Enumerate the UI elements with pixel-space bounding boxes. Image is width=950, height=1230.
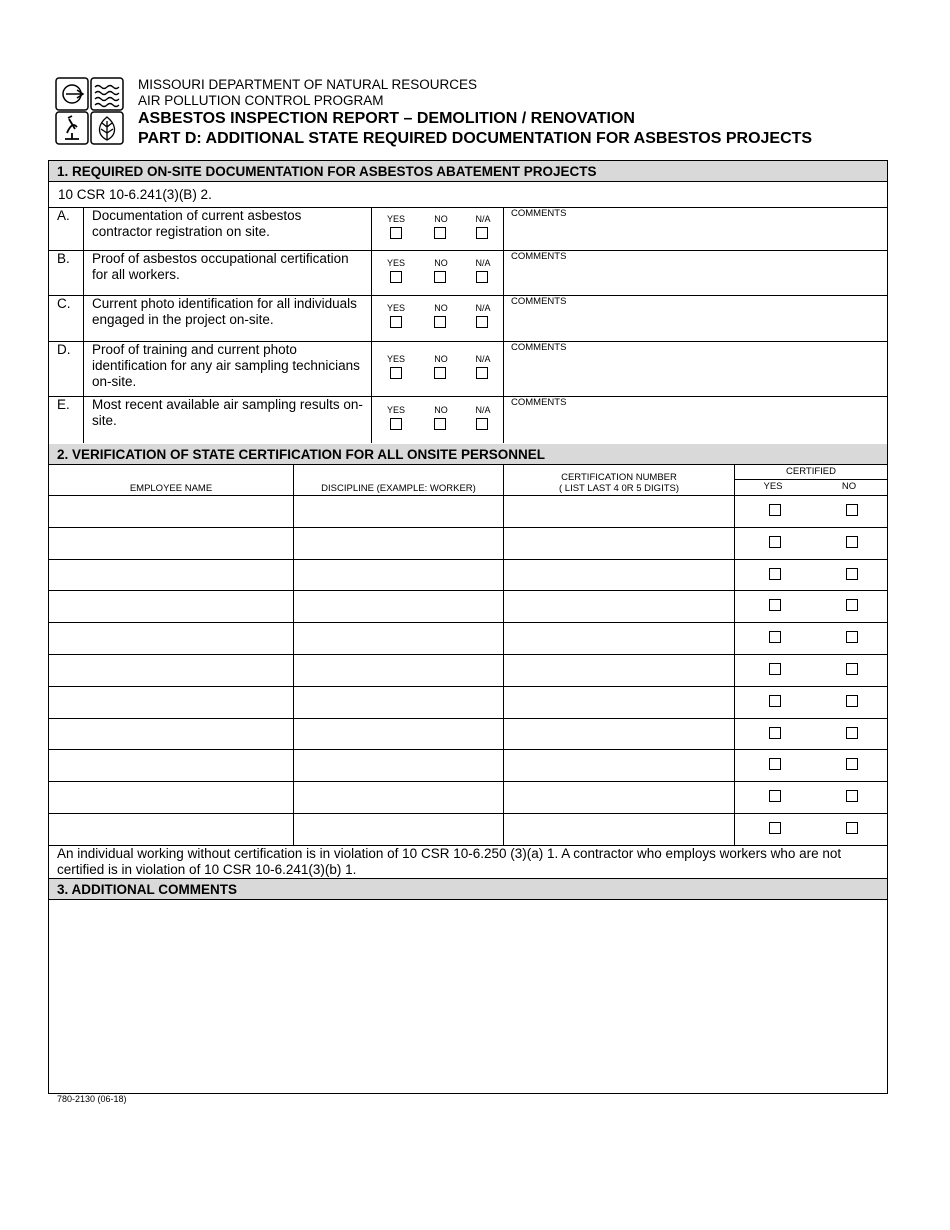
yes-label: YES bbox=[386, 303, 405, 313]
discipline-field[interactable] bbox=[294, 781, 503, 813]
employee-name-field[interactable] bbox=[49, 495, 293, 527]
no-checkbox[interactable] bbox=[434, 227, 446, 239]
employee-name-field[interactable] bbox=[49, 813, 293, 845]
certification-number-field[interactable] bbox=[504, 781, 734, 813]
program-name: AIR POLLUTION CONTROL PROGRAM bbox=[138, 93, 384, 108]
yes-checkbox[interactable] bbox=[390, 418, 402, 430]
discipline-field[interactable] bbox=[294, 590, 503, 622]
certified-yes-checkbox[interactable] bbox=[769, 504, 781, 516]
yes-label: YES bbox=[386, 353, 405, 364]
comments-field[interactable] bbox=[504, 307, 884, 339]
employee-name-field[interactable] bbox=[49, 686, 293, 718]
certified-yes-checkbox[interactable] bbox=[769, 568, 781, 580]
item-description: Proof of training and current photo identification for any air sampling technicians on-site. bbox=[92, 342, 360, 389]
employee-name-field[interactable] bbox=[49, 559, 293, 591]
discipline-field[interactable] bbox=[294, 495, 503, 527]
certified-no-checkbox[interactable] bbox=[846, 727, 858, 739]
certification-number-field[interactable] bbox=[504, 749, 734, 781]
no-label: NO bbox=[434, 257, 448, 268]
certified-yes-checkbox[interactable] bbox=[769, 536, 781, 548]
no-label: NO bbox=[434, 353, 448, 364]
item-description: Proof of asbestos occupational certification for all workers. bbox=[92, 251, 349, 282]
certified-no-checkbox[interactable] bbox=[846, 663, 858, 675]
discipline-field[interactable] bbox=[294, 718, 503, 750]
report-title: ASBESTOS INSPECTION REPORT – DEMOLITION / RENOVATION bbox=[138, 110, 635, 127]
item-letter: D. bbox=[57, 342, 71, 357]
discipline-field[interactable] bbox=[294, 622, 503, 654]
employee-name-field[interactable] bbox=[49, 749, 293, 781]
yes-checkbox[interactable] bbox=[390, 227, 402, 239]
certified-yes-checkbox[interactable] bbox=[769, 599, 781, 611]
section2-heading: 2. VERIFICATION OF STATE CERTIFICATION FOR ALL ONSITE PERSONNEL bbox=[49, 444, 887, 465]
na-label: N/A bbox=[475, 213, 491, 224]
comments-label: COMMENTS bbox=[511, 342, 567, 353]
page-header bbox=[138, 77, 898, 149]
item-letter: E. bbox=[57, 397, 70, 412]
comments-field[interactable] bbox=[504, 219, 884, 248]
employee-name-field[interactable] bbox=[49, 590, 293, 622]
additional-comments-area[interactable] bbox=[49, 901, 887, 1093]
certified-yes-checkbox[interactable] bbox=[769, 727, 781, 739]
certified-no-checkbox[interactable] bbox=[846, 822, 858, 834]
employee-name-field[interactable] bbox=[49, 781, 293, 813]
na-checkbox[interactable] bbox=[476, 271, 488, 283]
certification-number-field[interactable] bbox=[504, 622, 734, 654]
certified-yes-checkbox[interactable] bbox=[769, 663, 781, 675]
comments-label: COMMENTS bbox=[511, 251, 567, 262]
na-label: N/A bbox=[475, 303, 491, 313]
na-label: N/A bbox=[475, 404, 491, 415]
discipline-field[interactable] bbox=[294, 527, 503, 559]
item-description: Most recent available air sampling results on-site. bbox=[92, 397, 363, 428]
employee-name-field[interactable] bbox=[49, 527, 293, 559]
certification-number-field[interactable] bbox=[504, 813, 734, 845]
certification-number-field[interactable] bbox=[504, 686, 734, 718]
comments-label: COMMENTS bbox=[511, 397, 567, 408]
certification-number-field[interactable] bbox=[504, 718, 734, 750]
item-letter: B. bbox=[57, 251, 70, 266]
no-checkbox[interactable] bbox=[434, 418, 446, 430]
discipline-field[interactable] bbox=[294, 559, 503, 591]
certified-no-checkbox[interactable] bbox=[846, 758, 858, 770]
na-checkbox[interactable] bbox=[476, 418, 488, 430]
yes-checkbox[interactable] bbox=[390, 271, 402, 283]
section1-regulation: 10 CSR 10-6.241(3)(B) 2. bbox=[58, 187, 212, 202]
no-checkbox[interactable] bbox=[434, 367, 446, 379]
certified-no-checkbox[interactable] bbox=[846, 536, 858, 548]
certified-no-checkbox[interactable] bbox=[846, 504, 858, 516]
certification-number-field[interactable] bbox=[504, 654, 734, 686]
na-label: N/A bbox=[475, 353, 491, 364]
certified-no-checkbox[interactable] bbox=[846, 631, 858, 643]
yes-checkbox[interactable] bbox=[390, 316, 402, 328]
col-employee-name: EMPLOYEE NAME bbox=[129, 483, 213, 494]
discipline-field[interactable] bbox=[294, 813, 503, 845]
certified-yes-checkbox[interactable] bbox=[769, 758, 781, 770]
certified-no-checkbox[interactable] bbox=[846, 599, 858, 611]
na-checkbox[interactable] bbox=[476, 367, 488, 379]
yes-label: YES bbox=[386, 257, 405, 268]
employee-name-field[interactable] bbox=[49, 622, 293, 654]
certification-number-field[interactable] bbox=[504, 495, 734, 527]
comments-label: COMMENTS bbox=[511, 296, 567, 307]
col-certified-no: NO bbox=[841, 481, 857, 492]
no-label: NO bbox=[434, 303, 448, 313]
certification-number-field[interactable] bbox=[504, 527, 734, 559]
comments-field[interactable] bbox=[504, 353, 884, 394]
section1-heading: 1. REQUIRED ON-SITE DOCUMENTATION FOR ASBESTOS ABATEMENT PROJECTS bbox=[49, 161, 887, 182]
col-cert-number: CERTIFICATION NUMBER bbox=[561, 472, 677, 483]
certification-number-field[interactable] bbox=[504, 590, 734, 622]
inspection-form bbox=[48, 160, 888, 1094]
certified-no-checkbox[interactable] bbox=[846, 790, 858, 802]
no-label: NO bbox=[434, 404, 448, 415]
na-label: N/A bbox=[475, 257, 491, 268]
no-checkbox[interactable] bbox=[434, 316, 446, 328]
certified-yes-checkbox[interactable] bbox=[769, 790, 781, 802]
employee-name-field[interactable] bbox=[49, 718, 293, 750]
comments-label: COMMENTS bbox=[511, 208, 567, 219]
form-number: 780-2130 (06-18) bbox=[57, 1094, 127, 1104]
col-certified-yes: YES bbox=[763, 481, 783, 492]
item-letter: A. bbox=[57, 208, 70, 223]
no-label: NO bbox=[434, 213, 448, 224]
certified-yes-checkbox[interactable] bbox=[769, 822, 781, 834]
no-checkbox[interactable] bbox=[434, 271, 446, 283]
yes-label: YES bbox=[386, 404, 405, 415]
discipline-field[interactable] bbox=[294, 686, 503, 718]
employee-name-field[interactable] bbox=[49, 654, 293, 686]
agency-name: MISSOURI DEPARTMENT OF NATURAL RESOURCES bbox=[138, 77, 478, 92]
discipline-field[interactable] bbox=[294, 654, 503, 686]
item-letter: C. bbox=[57, 296, 71, 311]
yes-label: YES bbox=[386, 213, 405, 224]
certification-violation-note: An individual working without certification is in violation of 10 CSR 10-6.250 (3)(a) 1. A contractor who employs workers who are not certified is in violation of 10 CSR 10-6.241(3)(b) 1. bbox=[57, 846, 842, 877]
report-subtitle: PART D: ADDITIONAL STATE REQUIRED DOCUMENTATION FOR ASBESTOS PROJECTS bbox=[138, 130, 813, 147]
comments-field[interactable] bbox=[504, 262, 884, 293]
col-certified: CERTIFIED bbox=[786, 466, 836, 477]
certified-yes-checkbox[interactable] bbox=[769, 695, 781, 707]
dnr-logo bbox=[55, 77, 125, 145]
col-discipline: DISCIPLINE (EXAMPLE: WORKER) bbox=[321, 483, 476, 494]
certified-yes-checkbox[interactable] bbox=[769, 631, 781, 643]
yes-checkbox[interactable] bbox=[390, 367, 402, 379]
col-cert-number-note: ( LIST LAST 4 0R 5 DIGITS) bbox=[558, 483, 680, 494]
section3-heading: 3. ADDITIONAL COMMENTS bbox=[49, 878, 887, 900]
na-checkbox[interactable] bbox=[476, 316, 488, 328]
discipline-field[interactable] bbox=[294, 749, 503, 781]
certification-number-field[interactable] bbox=[504, 559, 734, 591]
certified-no-checkbox[interactable] bbox=[846, 568, 858, 580]
comments-field[interactable] bbox=[504, 408, 884, 441]
item-description: Documentation of current asbestos contractor registration on site. bbox=[92, 208, 302, 239]
item-description: Current photo identification for all individuals engaged in the project on-site. bbox=[92, 296, 357, 327]
na-checkbox[interactable] bbox=[476, 227, 488, 239]
certified-no-checkbox[interactable] bbox=[846, 695, 858, 707]
